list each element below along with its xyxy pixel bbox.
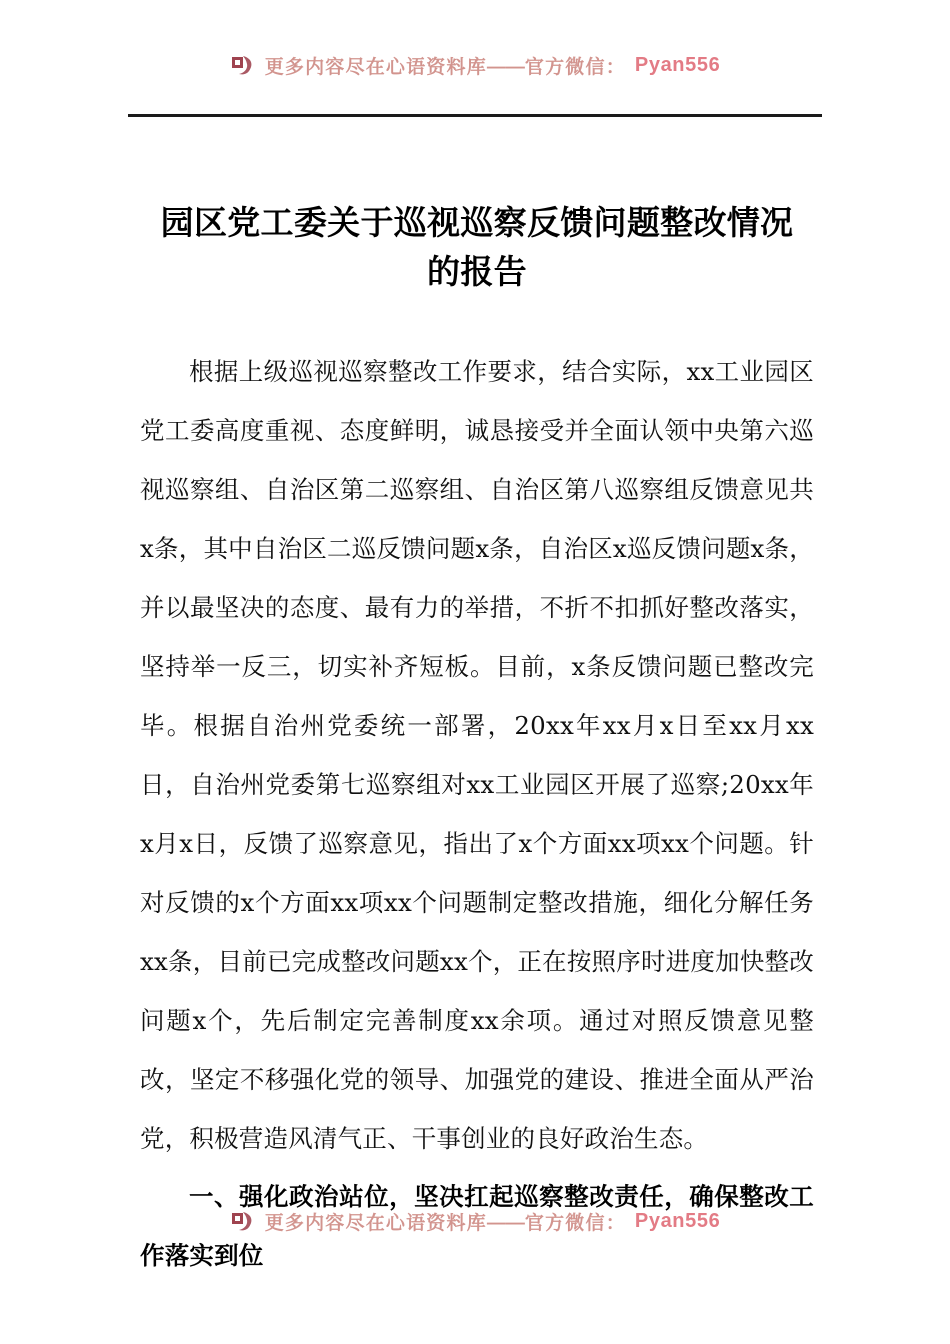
watermark-main-text: 更多内容尽在心语资料库 xyxy=(264,57,487,78)
watermark-code: Pyan556 xyxy=(634,54,721,76)
watermark-main-text: 更多内容尽在心语资料库 xyxy=(264,1213,487,1234)
document-body xyxy=(140,198,814,1286)
brand-logo-icon xyxy=(230,54,256,77)
watermark-top xyxy=(0,52,950,79)
watermark-text xyxy=(265,52,626,79)
watermark-label: 官方微信： xyxy=(524,57,626,78)
page-title: 园区党工委关于巡视巡察反馈问题整改情况的报告 xyxy=(160,204,794,290)
watermark-dash: —— xyxy=(486,1213,525,1234)
body-paragraph: 根据上级巡视巡察整改工作要求，结合实际，xx工业园区党工委高度重视、态度鲜明，诚恳接受并全面认领中央第六巡视巡察组、自治区第二巡察组、自治区第八巡察组反馈意见共x条，其中自治区二巡反馈问题x条，自治区x巡反馈问题x条，并以最坚决的态度、最有力的举措，不折不扣抓好整改落实，坚持举一反三，切实补齐短板。目前，x条反馈问题已整改完毕。根据自治州党委统一部署，20xx年xx月x日至xx月xx日，自治州党委第七巡察组对xx工业园区开展了巡察;20xx年x月x日，反馈了巡察意见，指出了x个方面xx项xx个问题。针对反馈的x个方面xx项xx个问题制定整改措施，细化分解任务xx条，目前已完成整改问题xx个，正在按照序时进度加快整改问题x个，先后制定完善制度xx余项。通过对照反馈意见整改，坚定不移强化党的领导、加强党的建设、推进全面从严治党，积极营造风清气正、干事创业的良好政治生态。 xyxy=(140,357,814,1153)
watermark-dash: —— xyxy=(486,57,525,78)
header-divider xyxy=(128,114,822,117)
watermark-label: 官方微信： xyxy=(524,1213,626,1234)
watermark-code: Pyan556 xyxy=(634,1210,721,1232)
section-heading-1: 一、强化政治站位，坚决扛起巡察整改责任，确保整改工作落实到位 xyxy=(140,1184,814,1270)
